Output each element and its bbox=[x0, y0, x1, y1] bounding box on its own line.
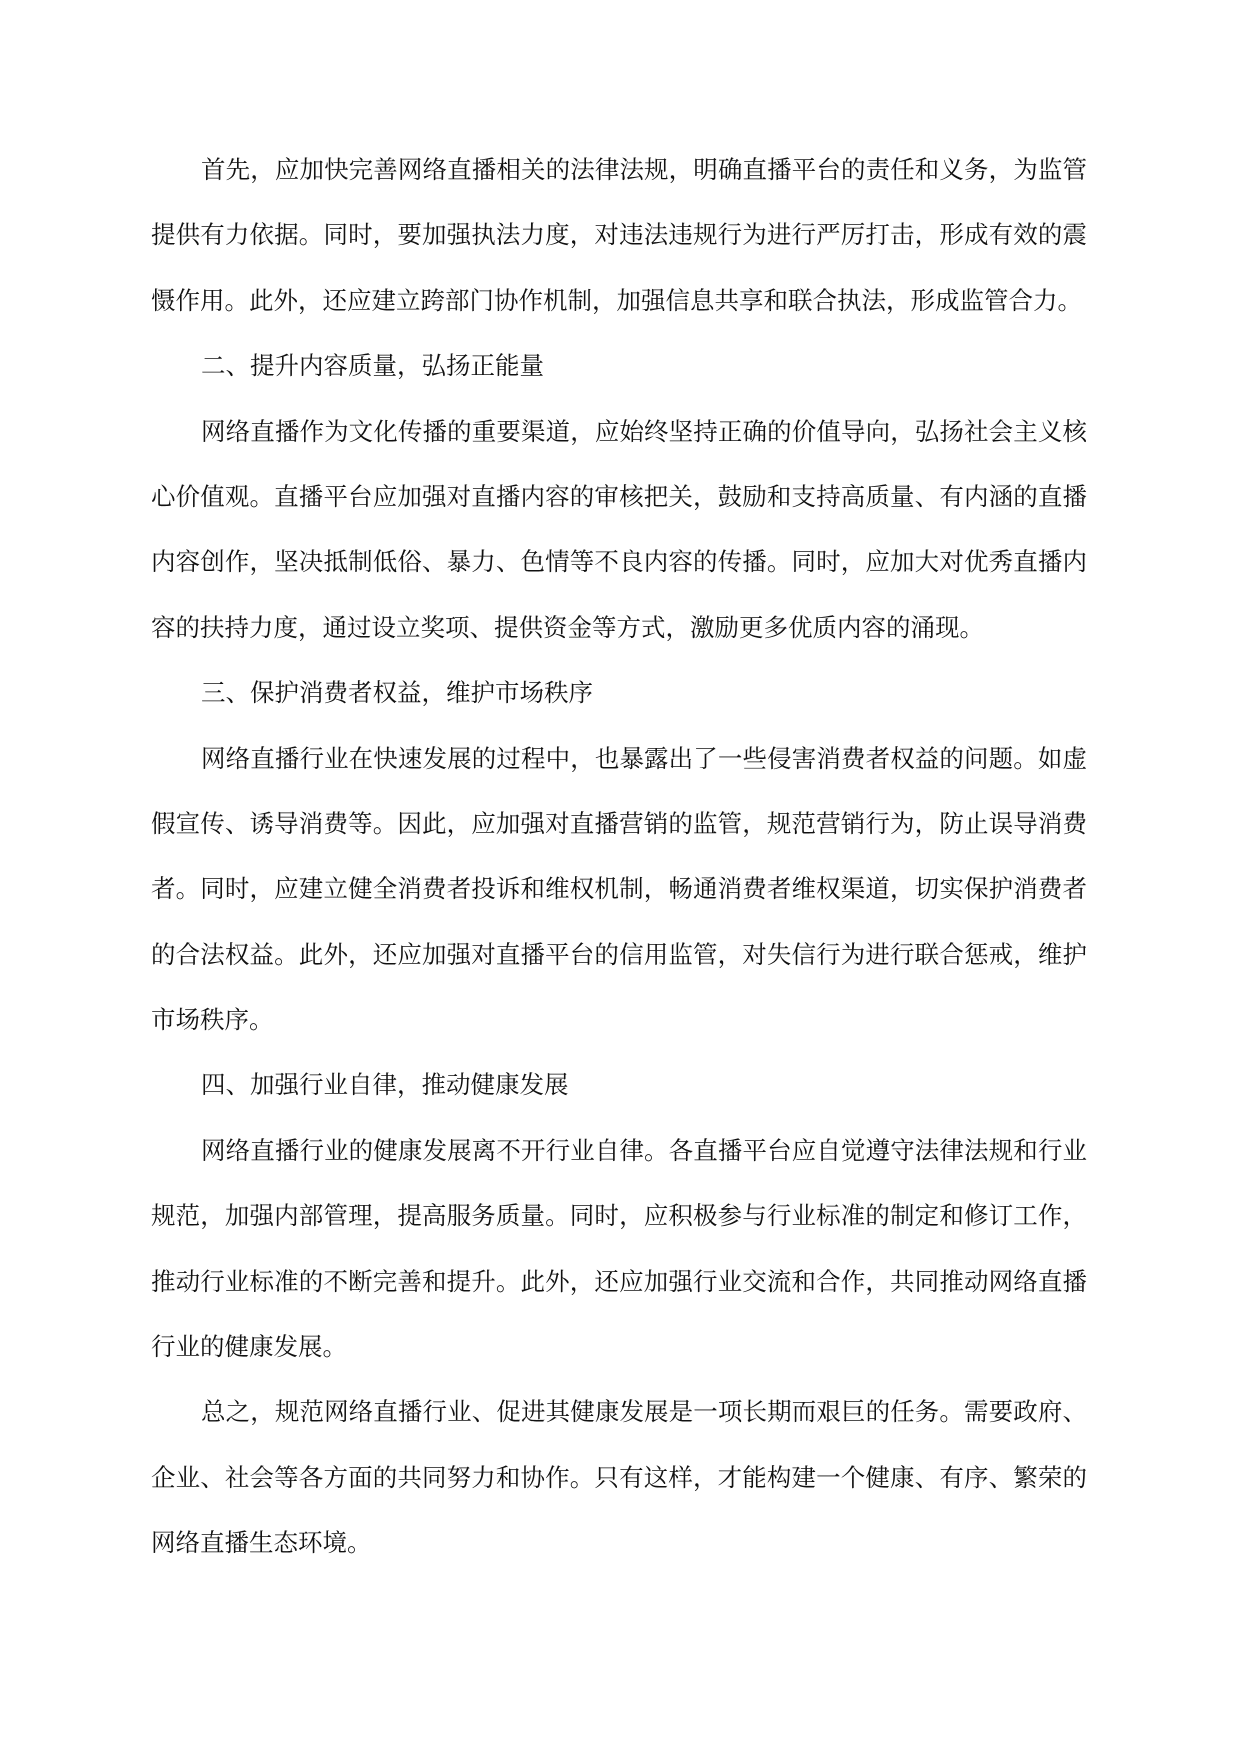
paragraph bbox=[151, 399, 1087, 661]
section-heading bbox=[151, 660, 1087, 725]
text-line: 的合法权益。此外，还应加强对直播平台的信用监管，对失信行为进行联合惩戒，维护 bbox=[151, 939, 1087, 969]
text-line: 提供有力依据。同时，要加强执法力度，对违法违规行为进行严厉打击，形成有效的震 bbox=[151, 220, 1087, 250]
text-line: 网络直播生态环境。 bbox=[151, 1528, 372, 1558]
text-line: 假宣传、诱导消费等。因此，应加强对直播营销的监管，规范营销行为，防止误导消费 bbox=[151, 808, 1087, 838]
text-line: 规范，加强内部管理，提高服务质量。同时，应积极参与行业标准的制定和修订工作， bbox=[151, 1201, 1087, 1231]
paragraph bbox=[151, 726, 1087, 1053]
text-line: 四、加强行业自律，推动健康发展 bbox=[201, 1070, 569, 1100]
section-heading bbox=[151, 333, 1087, 398]
text-line: 心价值观。直播平台应加强对直播内容的审核把关，鼓励和支持高质量、有内涵的直播 bbox=[151, 481, 1087, 511]
paragraph bbox=[151, 1118, 1087, 1380]
text-line: 企业、社会等各方面的共同努力和协作。只有这样，才能构建一个健康、有序、繁荣的 bbox=[151, 1462, 1087, 1492]
text-line: 三、保护消费者权益，维护市场秩序 bbox=[201, 678, 593, 708]
text-line: 网络直播行业的健康发展离不开行业自律。各直播平台应自觉遵守法律法规和行业 bbox=[201, 1135, 1087, 1165]
text-line: 内容创作，坚决抵制低俗、暴力、色情等不良内容的传播。同时，应加大对优秀直播内 bbox=[151, 547, 1087, 577]
text-line: 者。同时，应建立健全消费者投诉和维权机制，畅通消费者维权渠道，切实保护消费者 bbox=[151, 874, 1087, 904]
paragraph bbox=[151, 1379, 1087, 1575]
text-line: 慑作用。此外，还应建立跨部门协作机制，加强信息共享和联合执法，形成监管合力。 bbox=[151, 285, 1082, 315]
text-line: 推动行业标准的不断完善和提升。此外，还应加强行业交流和合作，共同推动网络直播 bbox=[151, 1266, 1087, 1296]
paragraph bbox=[151, 137, 1087, 333]
text-line: 行业的健康发展。 bbox=[151, 1332, 347, 1362]
text-line: 总之，规范网络直播行业、促进其健康发展是一项长期而艰巨的任务。需要政府、 bbox=[201, 1397, 1087, 1427]
text-line: 网络直播作为文化传播的重要渠道，应始终坚持正确的价值导向，弘扬社会主义核 bbox=[201, 416, 1087, 446]
text-line: 容的扶持力度，通过设立奖项、提供资金等方式，激励更多优质内容的涌现。 bbox=[151, 612, 984, 642]
text-line: 首先，应加快完善网络直播相关的法律法规，明确直播平台的责任和义务，为监管 bbox=[201, 155, 1087, 184]
text-line: 二、提升内容质量，弘扬正能量 bbox=[201, 351, 544, 381]
text-line: 网络直播行业在快速发展的过程中，也暴露出了一些侵害消费者权益的问题。如虚 bbox=[201, 743, 1087, 773]
section-heading bbox=[151, 1052, 1087, 1117]
document-page bbox=[151, 137, 1087, 1576]
text-line: 市场秩序。 bbox=[151, 1005, 274, 1035]
